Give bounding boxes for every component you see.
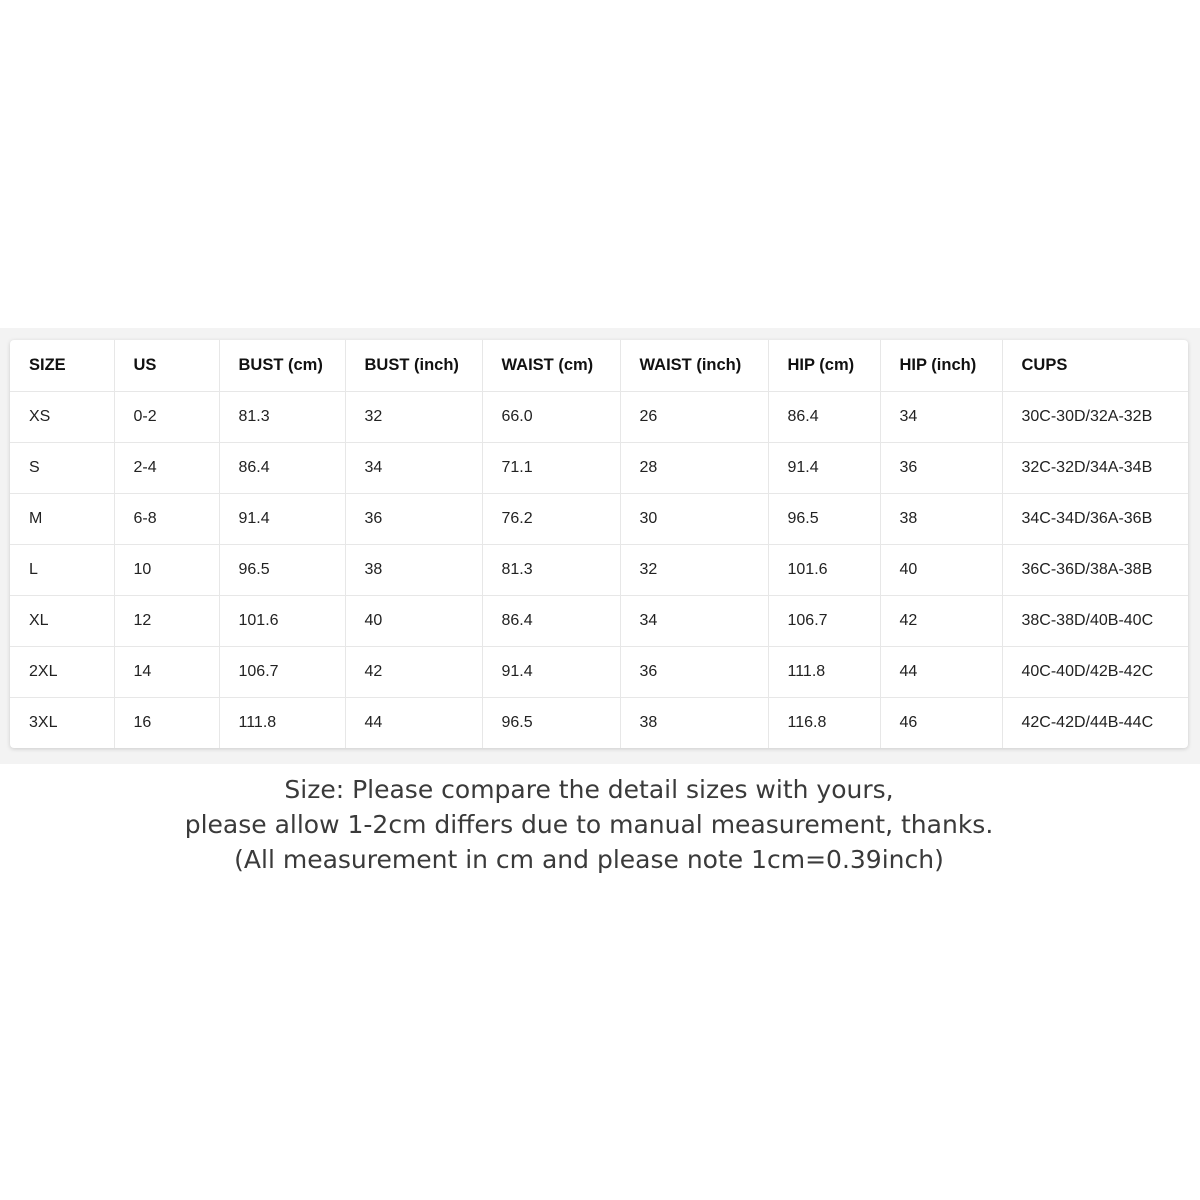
cell-bust-inch: 34 bbox=[345, 442, 482, 493]
cell-bust-inch: 36 bbox=[345, 493, 482, 544]
cell-bust-cm: 101.6 bbox=[219, 595, 345, 646]
cell-cups: 42C-42D/44B-44C bbox=[1021, 713, 1154, 731]
cell-size: M bbox=[10, 493, 114, 544]
cell-hip-inch: 40 bbox=[880, 544, 1002, 595]
cell-bust-inch: 44 bbox=[345, 697, 482, 748]
cell-size: 3XL bbox=[10, 697, 114, 748]
cell-bust-cm: 91.4 bbox=[219, 493, 345, 544]
note-line-1: Size: Please compare the detail sizes with yours, bbox=[284, 775, 894, 804]
column-header-waist-cm: WAIST (cm) bbox=[482, 340, 620, 391]
size-chart-card bbox=[10, 340, 1188, 748]
cell-us: 12 bbox=[114, 595, 219, 646]
cell-waist-inch: 26 bbox=[620, 391, 768, 442]
cell-bust-cm: 81.3 bbox=[219, 391, 345, 442]
cell-size: XL bbox=[10, 595, 114, 646]
cell-hip-cm: 91.4 bbox=[768, 442, 880, 493]
cell-waist-inch: 28 bbox=[620, 442, 768, 493]
note-line-3: (All measurement in cm and please note 1cm=0.39inch) bbox=[234, 845, 944, 874]
cell-cups: 40C-40D/42B-42C bbox=[1002, 646, 1188, 697]
cell-us: 10 bbox=[114, 544, 219, 595]
table-row bbox=[10, 646, 1188, 697]
cell-hip-cm: 106.7 bbox=[768, 595, 880, 646]
cell-waist-cm: 86.4 bbox=[482, 595, 620, 646]
cell-bust-cm: 106.7 bbox=[219, 646, 345, 697]
table-row bbox=[10, 442, 1188, 493]
cell-size: XS bbox=[10, 391, 114, 442]
cell-waist-inch: 36 bbox=[620, 646, 768, 697]
cell-size: S bbox=[10, 442, 114, 493]
cell-waist-cm: 66.0 bbox=[482, 391, 620, 442]
table-row bbox=[10, 391, 1188, 442]
cell-waist-inch: 34 bbox=[620, 595, 768, 646]
table-row bbox=[10, 544, 1188, 595]
cell-us: 2-4 bbox=[114, 442, 219, 493]
cell-hip-cm: 101.6 bbox=[768, 544, 880, 595]
cell-cups: 36C-36D/38A-38B bbox=[1002, 544, 1188, 595]
cell-bust-inch: 40 bbox=[345, 595, 482, 646]
column-header-hip-inch: HIP (inch) bbox=[880, 340, 1002, 391]
table-row bbox=[10, 493, 1188, 544]
cell-cups: 38C-38D/40B-40C bbox=[1002, 595, 1188, 646]
cell-waist-inch: 38 bbox=[620, 697, 768, 748]
cell-hip-cm: 116.8 bbox=[768, 697, 880, 748]
column-header-bust-cm: BUST (cm) bbox=[219, 340, 345, 391]
cell-waist-cm: 76.2 bbox=[482, 493, 620, 544]
cell-cups: 34C-34D/36A-36B bbox=[1002, 493, 1188, 544]
cell-size: 2XL bbox=[10, 646, 114, 697]
cell-waist-cm: 81.3 bbox=[482, 544, 620, 595]
table-row bbox=[10, 595, 1188, 646]
header-row bbox=[10, 340, 1188, 391]
cell-hip-inch: 34 bbox=[880, 391, 1002, 442]
cell-waist-inch: 30 bbox=[620, 493, 768, 544]
column-header-waist-inch: WAIST (inch) bbox=[620, 340, 768, 391]
table-body bbox=[10, 391, 1188, 748]
cell-us: 16 bbox=[114, 697, 219, 748]
cell-bust-cm: 111.8 bbox=[219, 697, 345, 748]
cell-hip-cm: 111.8 bbox=[768, 646, 880, 697]
cell-bust-cm: 96.5 bbox=[219, 544, 345, 595]
cell-hip-inch: 44 bbox=[880, 646, 1002, 697]
cell-waist-inch: 32 bbox=[620, 544, 768, 595]
cell-bust-inch: 32 bbox=[345, 391, 482, 442]
cell-waist-cm: 71.1 bbox=[482, 442, 620, 493]
cell-bust-inch: 38 bbox=[345, 544, 482, 595]
column-header-cups: CUPS bbox=[1002, 340, 1188, 391]
cell-waist-cm: 91.4 bbox=[482, 646, 620, 697]
size-chart-table bbox=[10, 340, 1188, 748]
cell-waist-cm: 96.5 bbox=[482, 697, 620, 748]
column-header-hip-cm: HIP (cm) bbox=[768, 340, 880, 391]
cell-bust-inch: 42 bbox=[345, 646, 482, 697]
cell-hip-inch: 38 bbox=[880, 493, 1002, 544]
note-line-2: please allow 1-2cm differs due to manual measurement, thanks. bbox=[184, 810, 994, 839]
cell-hip-inch: 36 bbox=[880, 442, 1002, 493]
column-header-bust-inch: BUST (inch) bbox=[345, 340, 482, 391]
cell-bust-cm: 86.4 bbox=[219, 442, 345, 493]
cell-hip-inch: 42 bbox=[880, 595, 1002, 646]
cell-us: 14 bbox=[114, 646, 219, 697]
cell-hip-cm: 96.5 bbox=[768, 493, 880, 544]
cell-us: 0-2 bbox=[114, 391, 219, 442]
cell-cups: 30C-30D/32A-32B bbox=[1002, 391, 1188, 442]
column-header-size: SIZE bbox=[10, 340, 114, 391]
table-row bbox=[10, 697, 1188, 748]
cell-hip-inch: 46 bbox=[880, 697, 1002, 748]
column-header-us: US bbox=[114, 340, 219, 391]
cell-cups: 32C-32D/34A-34B bbox=[1002, 442, 1188, 493]
cell-us: 6-8 bbox=[114, 493, 219, 544]
size-note bbox=[0, 772, 1178, 877]
cell-hip-cm: 86.4 bbox=[768, 391, 880, 442]
cell-size: L bbox=[10, 544, 114, 595]
